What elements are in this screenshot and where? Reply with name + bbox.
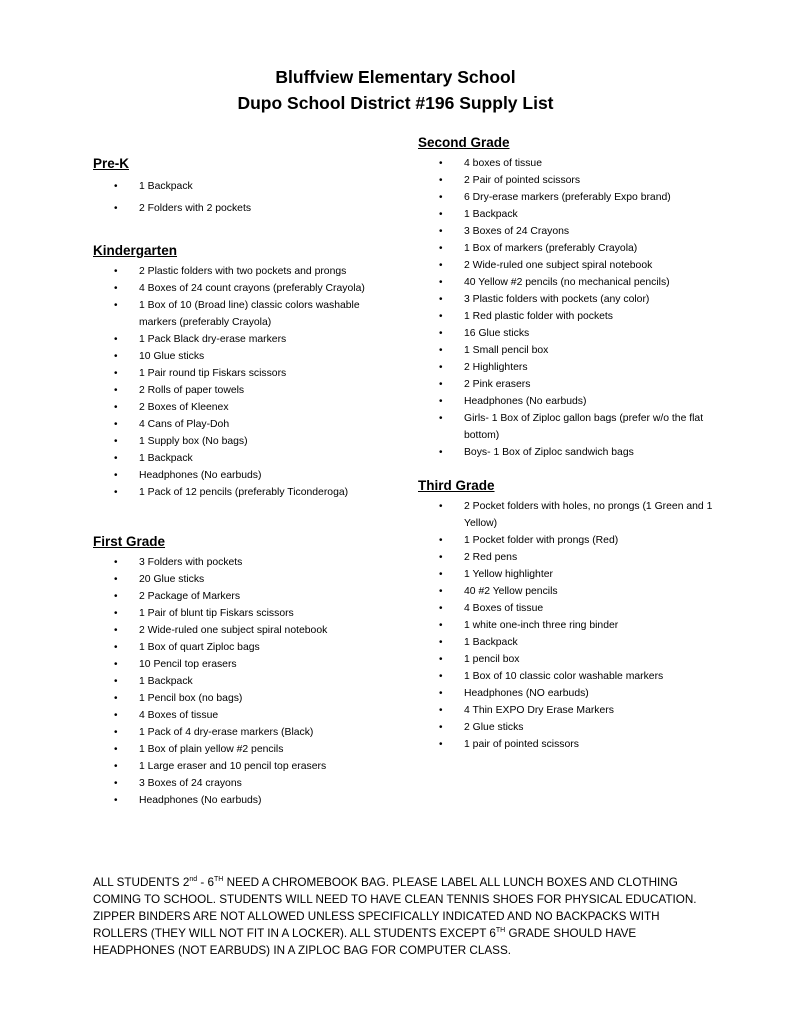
- bullet-icon: •: [439, 362, 443, 373]
- list-item: [418, 583, 718, 600]
- list-item: [418, 651, 718, 668]
- bullet-icon: •: [439, 447, 443, 458]
- list-item: [418, 668, 718, 685]
- list-item: [418, 376, 718, 393]
- list-item: [93, 365, 393, 382]
- list-item-text: 1 Backpack: [139, 453, 193, 464]
- bullet-icon: •: [439, 569, 443, 580]
- section-prek: [93, 155, 393, 219]
- bullet-icon: •: [439, 192, 443, 203]
- item-list-third-grade: [418, 498, 718, 753]
- list-item: [93, 331, 393, 348]
- bullet-icon: •: [439, 722, 443, 733]
- bullet-icon: •: [439, 243, 443, 254]
- list-item: [418, 155, 718, 172]
- list-item: [93, 588, 393, 605]
- list-item: [418, 498, 718, 532]
- list-item-text: 1 Backpack: [464, 209, 518, 220]
- list-item: [93, 433, 393, 450]
- list-item: [93, 622, 393, 639]
- list-item-text: 1 Pair of blunt tip Fiskars scissors: [139, 608, 294, 619]
- list-item: [93, 280, 393, 297]
- item-list-kindergarten: [93, 263, 393, 501]
- section-heading-prek: Pre-K: [93, 156, 130, 171]
- list-item: [93, 399, 393, 416]
- section-heading-first-grade: First Grade: [93, 534, 166, 549]
- list-item-text: 1 Box of plain yellow #2 pencils: [139, 744, 284, 755]
- notice-sup-2: TH: [214, 876, 224, 884]
- list-item: [418, 532, 718, 549]
- list-item: [418, 189, 718, 206]
- list-item-text: Headphones (NO earbuds): [464, 688, 589, 699]
- bullet-icon: •: [439, 501, 443, 512]
- list-item-text: 16 Glue sticks: [464, 328, 530, 339]
- bullet-icon: •: [439, 654, 443, 665]
- list-item: [93, 775, 393, 792]
- list-item-text: Boys- 1 Box of Ziploc sandwich bags: [464, 447, 634, 458]
- bullet-icon: •: [439, 688, 443, 699]
- bullet-icon: •: [439, 260, 443, 271]
- list-item-text: 4 Boxes of 24 count crayons (preferably Crayola): [139, 283, 365, 294]
- bullet-icon: •: [439, 586, 443, 597]
- notice-text-2: - 6: [197, 876, 215, 889]
- list-item: [93, 741, 393, 758]
- list-item-text: 1 Box of quart Ziploc bags: [139, 642, 260, 653]
- bullet-icon: •: [439, 328, 443, 339]
- list-item-text: 1 Box of 10 (Broad line) classic colors washable markers (preferably Crayola): [139, 300, 360, 328]
- list-item: [93, 450, 393, 467]
- list-item-text: 10 Glue sticks: [139, 351, 205, 362]
- list-item: [418, 240, 718, 257]
- bullet-icon: •: [114, 761, 118, 772]
- bullet-icon: •: [439, 175, 443, 186]
- list-item-text: 1 Pack of 12 pencils (preferably Ticonderoga): [139, 487, 349, 498]
- list-item-text: 1 Yellow highlighter: [464, 569, 553, 580]
- list-item-text: 1 Large eraser and 10 pencil top erasers: [139, 761, 327, 772]
- bullet-icon: •: [439, 637, 443, 648]
- list-item-text: 1 Backpack: [139, 181, 193, 192]
- list-item: [418, 736, 718, 753]
- bullet-icon: •: [114, 625, 118, 636]
- bullet-icon: •: [114, 795, 118, 806]
- bullet-icon: •: [114, 470, 118, 481]
- list-item: [418, 223, 718, 240]
- bullet-icon: •: [114, 659, 118, 670]
- bullet-icon: •: [114, 419, 118, 430]
- item-list-first-grade: [93, 554, 393, 809]
- list-item: [93, 467, 393, 484]
- bullet-icon: •: [439, 311, 443, 322]
- bullet-icon: •: [439, 379, 443, 390]
- bullet-icon: •: [114, 351, 118, 362]
- list-item-text: 1 Red plastic folder with pockets: [464, 311, 614, 322]
- supply-list-title: Dupo School District #196 Supply List: [237, 93, 554, 113]
- bullet-icon: •: [439, 620, 443, 631]
- list-item-text: 1 Pocket folder with prongs (Red): [464, 535, 619, 546]
- list-item: [93, 554, 393, 571]
- list-item: [93, 416, 393, 433]
- list-item-text: 40 #2 Yellow pencils: [464, 586, 558, 597]
- bullet-icon: •: [114, 453, 118, 464]
- list-item: [418, 291, 718, 308]
- list-item: [93, 758, 393, 775]
- section-heading-third-grade: Third Grade: [418, 478, 495, 493]
- list-item-text: 1 Backpack: [464, 637, 518, 648]
- list-item: [418, 325, 718, 342]
- list-item-text: 3 Folders with pockets: [139, 557, 243, 568]
- list-item-text: Headphones (No earbuds): [139, 470, 262, 481]
- bullet-icon: •: [114, 778, 118, 789]
- list-item: [418, 172, 718, 189]
- school-name-title: Bluffview Elementary School: [275, 67, 516, 87]
- list-item-text: 10 Pencil top erasers: [139, 659, 237, 670]
- list-item-text: 40 Yellow #2 pencils (no mechanical pencils): [464, 277, 670, 288]
- list-item-text: 2 Wide-ruled one subject spiral notebook: [464, 260, 653, 271]
- bullet-icon: •: [439, 396, 443, 407]
- list-item: [418, 685, 718, 702]
- list-item-text: 1 white one-inch three ring binder: [464, 620, 619, 631]
- list-item-text: 6 Dry-erase markers (preferably Expo brand): [464, 192, 671, 203]
- list-item: [418, 566, 718, 583]
- list-item: [418, 634, 718, 651]
- list-item: [93, 690, 393, 707]
- list-item-text: 2 Folders with 2 pockets: [139, 202, 252, 214]
- list-item-text: 1 Small pencil box: [464, 345, 549, 356]
- list-item: [93, 605, 393, 622]
- bullet-icon: •: [114, 266, 118, 277]
- list-item: [93, 792, 393, 809]
- bullet-icon: •: [439, 277, 443, 288]
- list-item: [93, 724, 393, 741]
- bullet-icon: •: [114, 334, 118, 345]
- bullet-icon: •: [114, 402, 118, 413]
- list-item: [418, 308, 718, 325]
- bullet-icon: •: [439, 413, 443, 424]
- list-item-text: 1 Supply box (No bags): [139, 436, 248, 447]
- list-item: [418, 600, 718, 617]
- list-item-text: 2 Package of Markers: [139, 591, 241, 602]
- section-heading-second-grade: Second Grade: [418, 135, 510, 150]
- list-item: [93, 484, 393, 501]
- bullet-icon: •: [114, 283, 118, 294]
- list-item: [93, 673, 393, 690]
- notice-text-3: NEED A CHROMEBOOK BAG. PLEASE LABEL ALL LUNCH BOXES AND CLOTHING COMING TO SCHOOL. STUDENTS WILL NEED TO HAVE CLEAN TENNIS SHOES FOR PHYSICAL EDUCATION. ZIPPER BINDERS ARE NOT ALLOWED UNLESS SPECIFICALLY INDICATED AND NO BACKPACKS WITH ROLLERS (THEY WILL NOT FIT IN A LOCKER). ALL STUDENTS EXCEPT 6: [93, 876, 697, 940]
- list-item-text: 1 Box of 10 classic color washable markers: [464, 671, 664, 682]
- bullet-icon: •: [114, 385, 118, 396]
- bullet-icon: •: [439, 294, 443, 305]
- list-item-text: 2 Plastic folders with two pockets and prongs: [139, 266, 347, 277]
- bullet-icon: •: [114, 710, 118, 721]
- list-item-text: 2 Rolls of paper towels: [139, 385, 245, 396]
- bullet-icon: •: [114, 368, 118, 379]
- list-item: [418, 342, 718, 359]
- section-kindergarten: [93, 242, 393, 501]
- list-item-text: 4 Cans of Play-Doh: [139, 419, 230, 430]
- bullet-icon: •: [439, 603, 443, 614]
- list-item-text: 1 Pencil box (no bags): [139, 693, 243, 704]
- list-item-text: 4 boxes of tissue: [464, 158, 542, 169]
- list-item: [418, 702, 718, 719]
- notice-text-1: ALL STUDENTS 2: [93, 876, 190, 889]
- list-item: [93, 176, 393, 198]
- list-item: [418, 359, 718, 376]
- bullet-icon: •: [439, 209, 443, 220]
- list-item-text: 20 Glue sticks: [139, 574, 205, 585]
- bullet-icon: •: [114, 436, 118, 447]
- bullet-icon: •: [114, 557, 118, 568]
- bullet-icon: •: [114, 202, 118, 214]
- list-item-text: 1 pair of pointed scissors: [464, 739, 579, 750]
- list-item-text: 3 Plastic folders with pockets (any color): [464, 294, 650, 305]
- notice-sup-1: nd: [189, 876, 198, 884]
- list-item-text: 2 Pocket folders with holes, no prongs (1 Green and 1 Yellow): [464, 501, 713, 529]
- notice-sup-3: TH: [495, 927, 506, 935]
- list-item: [93, 571, 393, 588]
- list-item: [93, 198, 393, 220]
- list-item-text: 4 Thin EXPO Dry Erase Markers: [464, 705, 614, 716]
- list-item: [93, 263, 393, 280]
- bullet-icon: •: [114, 591, 118, 602]
- section-first-grade: [93, 533, 393, 809]
- bullet-icon: •: [114, 608, 118, 619]
- list-item-text: 1 Pack Black dry-erase markers: [139, 334, 287, 345]
- list-item: [93, 348, 393, 365]
- list-item-text: 2 Boxes of Kleenex: [139, 402, 229, 413]
- bullet-icon: •: [439, 226, 443, 237]
- list-item-text: Headphones (No earbuds): [464, 396, 587, 407]
- list-item: [418, 549, 718, 566]
- section-third-grade: [418, 477, 718, 753]
- list-item-text: 2 Glue sticks: [464, 722, 524, 733]
- list-item-text: 2 Pair of pointed scissors: [464, 175, 581, 186]
- notice-text-4: GRADE SHOULD HAVE HEADPHONES (NOT EARBUDS) IN A ZIPLOC BAG FOR COMPUTER CLASS.: [93, 927, 637, 957]
- list-item-text: 4 Boxes of tissue: [139, 710, 219, 721]
- list-item: [93, 639, 393, 656]
- bullet-icon: •: [114, 574, 118, 585]
- list-item: [418, 719, 718, 736]
- bullet-icon: •: [114, 676, 118, 687]
- list-item-text: 1 Box of markers (preferably Crayola): [464, 243, 638, 254]
- list-item: [418, 410, 718, 444]
- list-item-text: 1 Backpack: [139, 676, 193, 687]
- list-item: [418, 617, 718, 634]
- bullet-icon: •: [439, 158, 443, 169]
- bullet-icon: •: [439, 345, 443, 356]
- list-item-text: 2 Highlighters: [464, 362, 528, 373]
- list-item-text: Girls- 1 Box of Ziploc gallon bags (prefer w/o the flat bottom): [464, 413, 704, 441]
- section-heading-kindergarten: Kindergarten: [93, 243, 178, 258]
- bullet-icon: •: [439, 535, 443, 546]
- list-item-text: 1 Pack of 4 dry-erase markers (Black): [139, 727, 314, 738]
- list-item: [93, 707, 393, 724]
- item-list-prek: [93, 176, 393, 219]
- bullet-icon: •: [439, 671, 443, 682]
- list-item: [93, 297, 393, 331]
- section-second-grade: [418, 134, 718, 461]
- list-item: [418, 444, 718, 461]
- bullet-icon: •: [114, 727, 118, 738]
- list-item-text: 1 pencil box: [464, 654, 520, 665]
- bullet-icon: •: [114, 642, 118, 653]
- list-item-text: 2 Red pens: [464, 552, 518, 563]
- list-item-text: 4 Boxes of tissue: [464, 603, 544, 614]
- list-item: [93, 656, 393, 673]
- bullet-icon: •: [114, 744, 118, 755]
- list-item: [418, 257, 718, 274]
- list-item: [93, 382, 393, 399]
- list-item-text: 2 Wide-ruled one subject spiral notebook: [139, 625, 328, 636]
- list-item-text: 3 Boxes of 24 crayons: [139, 778, 242, 789]
- bullet-icon: •: [114, 487, 118, 498]
- list-item: [418, 206, 718, 223]
- general-notice: [93, 874, 713, 959]
- list-item: [418, 393, 718, 410]
- item-list-second-grade: [418, 155, 718, 461]
- bullet-icon: •: [114, 181, 118, 192]
- list-item-text: 2 Pink erasers: [464, 379, 531, 390]
- list-item-text: 1 Pair round tip Fiskars scissors: [139, 368, 287, 379]
- bullet-icon: •: [439, 739, 443, 750]
- list-item: [418, 274, 718, 291]
- bullet-icon: •: [439, 552, 443, 563]
- list-item-text: 3 Boxes of 24 Crayons: [464, 226, 570, 237]
- bullet-icon: •: [114, 300, 118, 311]
- bullet-icon: •: [439, 705, 443, 716]
- list-item-text: Headphones (No earbuds): [139, 795, 262, 806]
- bullet-icon: •: [114, 693, 118, 704]
